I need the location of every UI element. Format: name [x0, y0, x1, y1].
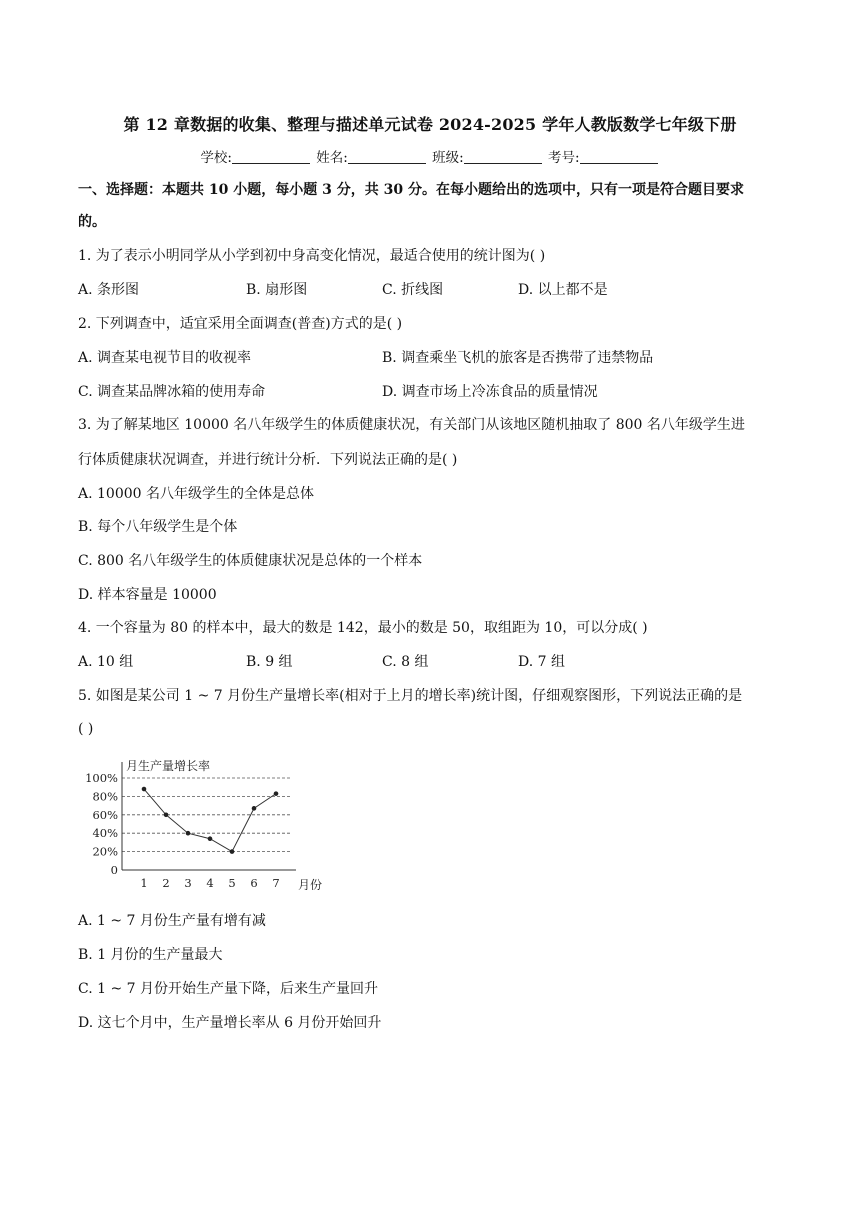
class-label: 班级:: [432, 150, 464, 166]
q3-option-c: C. 800 名八年级学生的体质健康状况是总体的一个样本: [78, 553, 423, 569]
section-heading: 一、选择题：本题共 10 小题，每小题 3 分，共 30 分。在每小题给出的选项中，只有一项是符合题目要求: [78, 182, 744, 198]
chart-title: 月生产量增长率: [126, 759, 211, 773]
question-4-stem: 4. 一个容量为 80 的样本中，最大的数是 142，最小的数是 50，取组距为 10，可以分成( ): [78, 620, 648, 636]
q1-option-b: B. 扇形图: [246, 282, 308, 298]
q2-option-b: B. 调查乘坐飞机的旅客是否携带了违禁物品: [382, 350, 654, 366]
y-tick-label: 20%: [92, 844, 118, 859]
class-blank[interactable]: [464, 149, 542, 164]
y-tick-label: 80%: [92, 789, 118, 804]
q5-option-d: D. 这七个月中，生产量增长率从 6 月份开始回升: [78, 1015, 382, 1031]
q2-option-d: D. 调查市场上冷冻食品的质量情况: [382, 384, 598, 400]
question-1-stem: 1. 为了表示小明同学从小学到初中身高变化情况，最适合使用的统计图为( ): [78, 248, 546, 264]
data-point: [142, 787, 147, 792]
x-tick-label: 1: [140, 876, 148, 890]
q1-option-a: A. 条形图: [78, 282, 140, 298]
school-blank[interactable]: [232, 149, 310, 164]
q3-option-a: A. 10000 名八年级学生的全体是总体: [78, 486, 314, 502]
question-5-stem-cont: ( ): [78, 721, 94, 737]
y-tick-label: 40%: [92, 826, 118, 841]
q2-option-a: A. 调查某电视节目的收视率: [78, 350, 252, 366]
data-point: [274, 791, 279, 796]
data-point: [208, 836, 213, 841]
data-point: [230, 849, 235, 854]
q4-option-a: A. 10 组: [78, 654, 134, 670]
question-3-stem: 3. 为了解某地区 10000 名八年级学生的体质健康状况，有关部门从该地区随机抽取了 800 名八年级学生进: [78, 417, 745, 433]
data-point: [164, 813, 169, 818]
name-label: 姓名:: [316, 150, 348, 166]
series-line: [144, 789, 276, 852]
x-axis-label: 月份: [298, 878, 323, 892]
q5-option-b: B. 1 月份的生产量最大: [78, 947, 223, 963]
x-tick-label: 2: [162, 876, 170, 890]
q4-option-b: B. 9 组: [246, 654, 293, 670]
number-blank[interactable]: [580, 149, 658, 164]
school-label: 学校:: [200, 150, 232, 166]
growth-rate-line-chart: [78, 756, 338, 896]
q4-option-c: C. 8 组: [382, 654, 429, 670]
q3-option-d: D. 样本容量是 10000: [78, 587, 217, 603]
q3-option-b: B. 每个八年级学生是个体: [78, 519, 238, 535]
q5-option-c: C. 1 ~ 7 月份开始生产量下降，后来生产量回升: [78, 981, 379, 997]
y-tick-label: 100%: [85, 771, 118, 785]
x-tick-label: 5: [228, 876, 236, 890]
y-tick-label: 0: [110, 863, 118, 877]
q2-option-c: C. 调查某品牌冰箱的使用寿命: [78, 384, 266, 400]
q4-option-d: D. 7 组: [518, 654, 565, 670]
number-label: 考号:: [548, 150, 580, 166]
x-tick-label: 4: [206, 876, 214, 890]
x-tick-label: 7: [272, 876, 280, 890]
q5-option-a: A. 1 ~ 7 月份生产量有增有减: [78, 913, 266, 929]
y-tick-label: 60%: [92, 807, 118, 822]
page-title: 第 12 章数据的收集、整理与描述单元试卷 2024-2025 学年人教版数学七年级下册: [123, 115, 737, 134]
question-5-stem: 5. 如图是某公司 1 ~ 7 月份生产量增长率(相对于上月的增长率)统计图，仔细观察图形，下列说法正确的是: [78, 688, 743, 704]
section-heading-cont: 的。: [78, 214, 106, 230]
x-tick-label: 6: [250, 876, 258, 890]
student-info-row: [0, 146, 860, 166]
data-point: [186, 831, 191, 836]
x-tick-label: 3: [184, 876, 192, 890]
question-3-stem-cont: 行体质健康状况调查，并进行统计分析．下列说法正确的是( ): [78, 452, 458, 468]
question-2-stem: 2. 下列调查中，适宜采用全面调查(普查)方式的是( ): [78, 316, 403, 332]
name-blank[interactable]: [348, 149, 426, 164]
data-point: [252, 806, 257, 811]
q1-option-d: D. 以上都不是: [518, 282, 608, 298]
q1-option-c: C. 折线图: [382, 282, 444, 298]
